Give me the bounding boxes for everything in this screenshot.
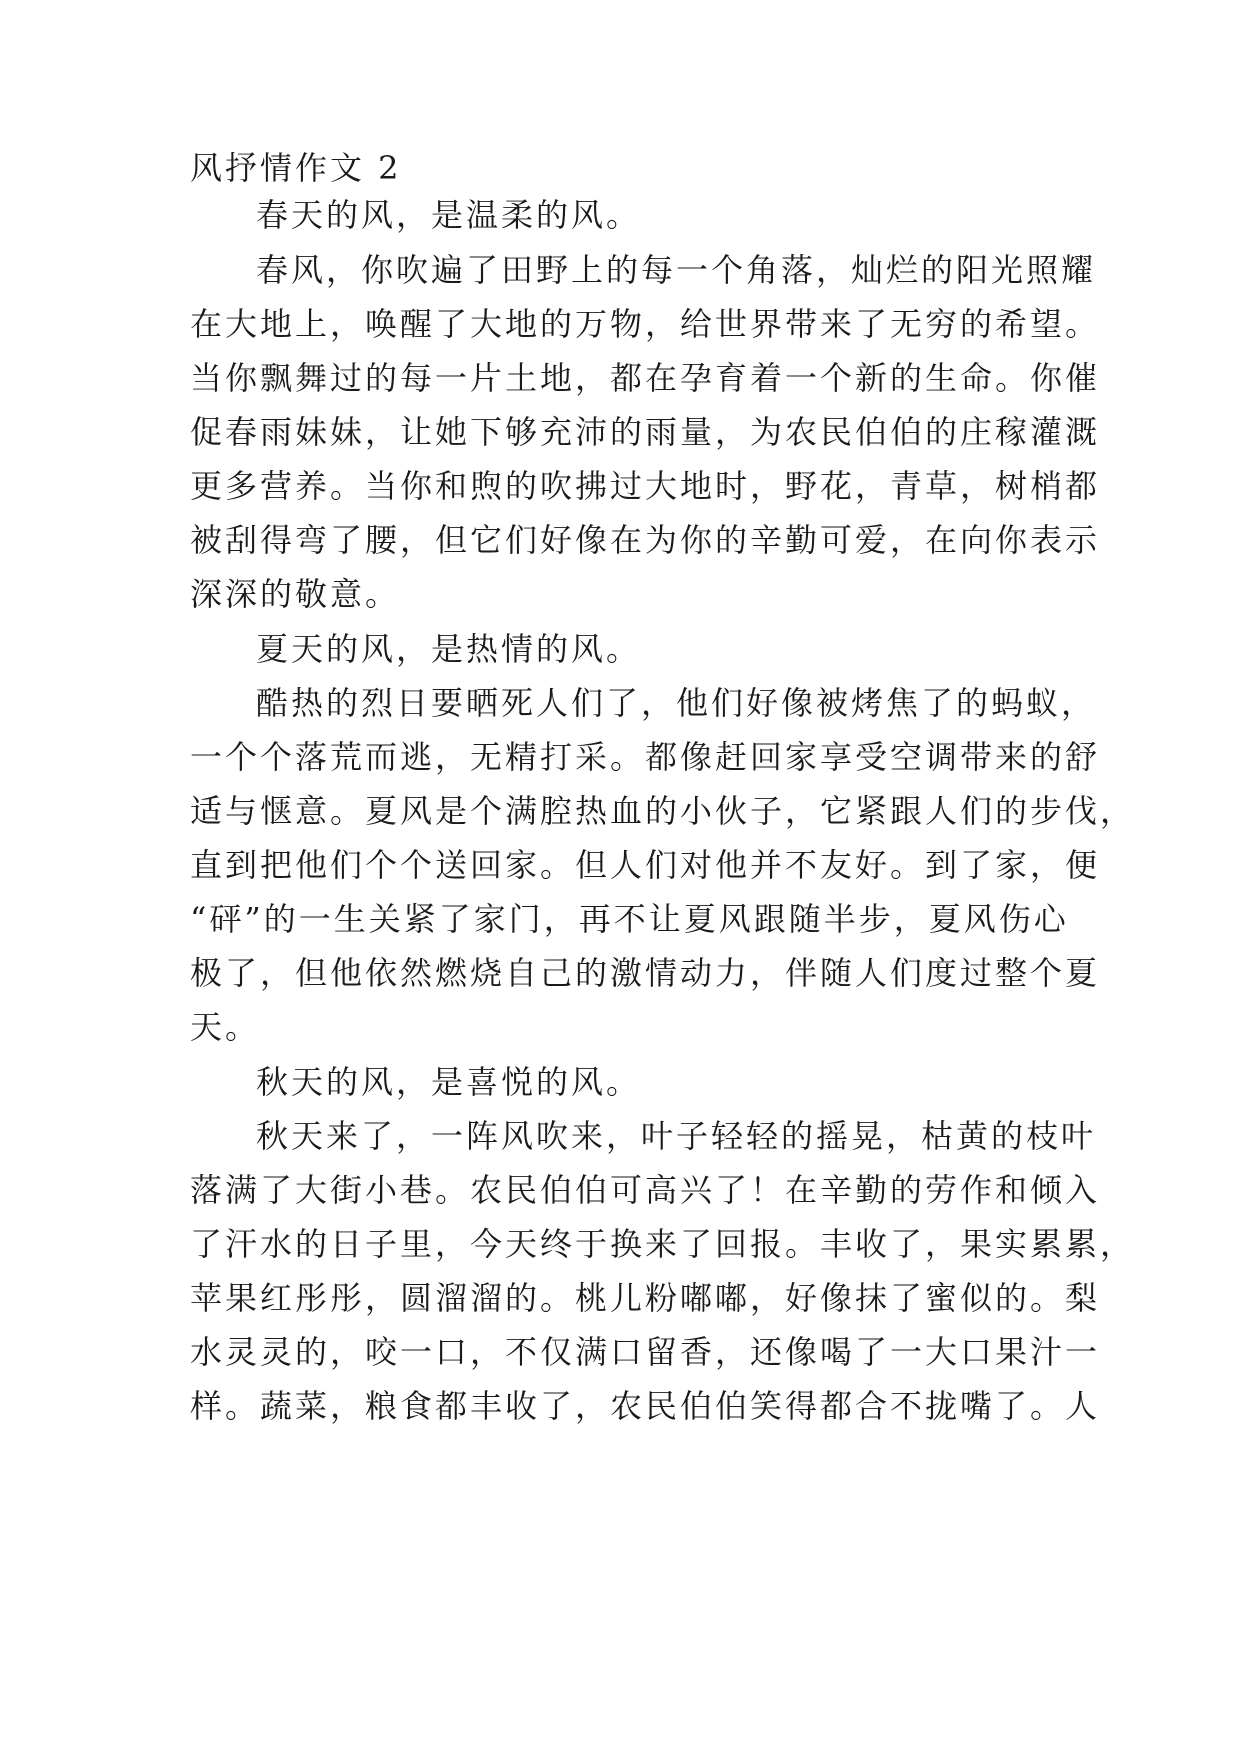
text-line: 秋天的风，是喜悦的风。 [256,1063,642,1101]
text-line: 被刮得弯了腰，但它们好像在为你的辛勤可爱，在向你表示 [190,521,1101,559]
text-line: 一个个落荒而逃，无精打采。都像赶回家享受空调带来的舒 [190,738,1101,776]
text-line: 更多营养。当你和煦的吹拂过大地时，野花，青草，树梢都 [190,467,1101,505]
text-line: 样。蔬菜，粮食都丰收了，农民伯伯笑得都合不拢嘴了。人 [190,1387,1101,1425]
text-line: 适与惬意。夏风是个满腔热血的小伙子，它紧跟人们的步伐， [190,792,1136,830]
text-line: 苹果红彤彤，圆溜溜的。桃儿粉嘟嘟，好像抹了蜜似的。梨 [190,1279,1101,1317]
text-line: 了汗水的日子里，今天终于换来了回报。丰收了，果实累累， [190,1225,1136,1263]
text-line: “砰”的一生关紧了家门，再不让夏风跟随半步，夏风伤心 [190,900,1069,938]
text-line: 天。 [190,1008,261,1046]
text-line: 促春雨妹妹，让她下够充沛的雨量，为农民伯伯的庄稼灌溉 [190,413,1101,451]
text-line: 深深的敬意。 [190,575,401,613]
text-line: 秋天来了，一阵风吹来，叶子轻轻的摇晃，枯黄的枝叶 [256,1117,1097,1155]
text-line: 夏天的风，是热情的风。 [256,630,642,668]
text-line: 直到把他们个个送回家。但人们对他并不友好。到了家，便 [190,846,1101,884]
document-title: 风抒情作文 2 [190,149,402,187]
text-line: 极了，但他依然燃烧自己的激情动力，伴随人们度过整个夏 [190,954,1101,992]
text-line: 酷热的烈日要晒死人们了，他们好像被烤焦了的蚂蚁， [256,684,1097,722]
text-line: 水灵灵的，咬一口，不仅满口留香，还像喝了一大口果汁一 [190,1333,1101,1371]
text-line: 落满了大街小巷。农民伯伯可高兴了！在辛勤的劳作和倾入 [190,1171,1101,1209]
text-line: 当你飘舞过的每一片土地，都在孕育着一个新的生命。你催 [190,359,1101,397]
text-line: 春风，你吹遍了田野上的每一个角落，灿烂的阳光照耀 [256,251,1097,289]
text-line: 在大地上，唤醒了大地的万物，给世界带来了无穷的希望。 [190,305,1101,343]
text-line: 春天的风，是温柔的风。 [256,196,642,234]
